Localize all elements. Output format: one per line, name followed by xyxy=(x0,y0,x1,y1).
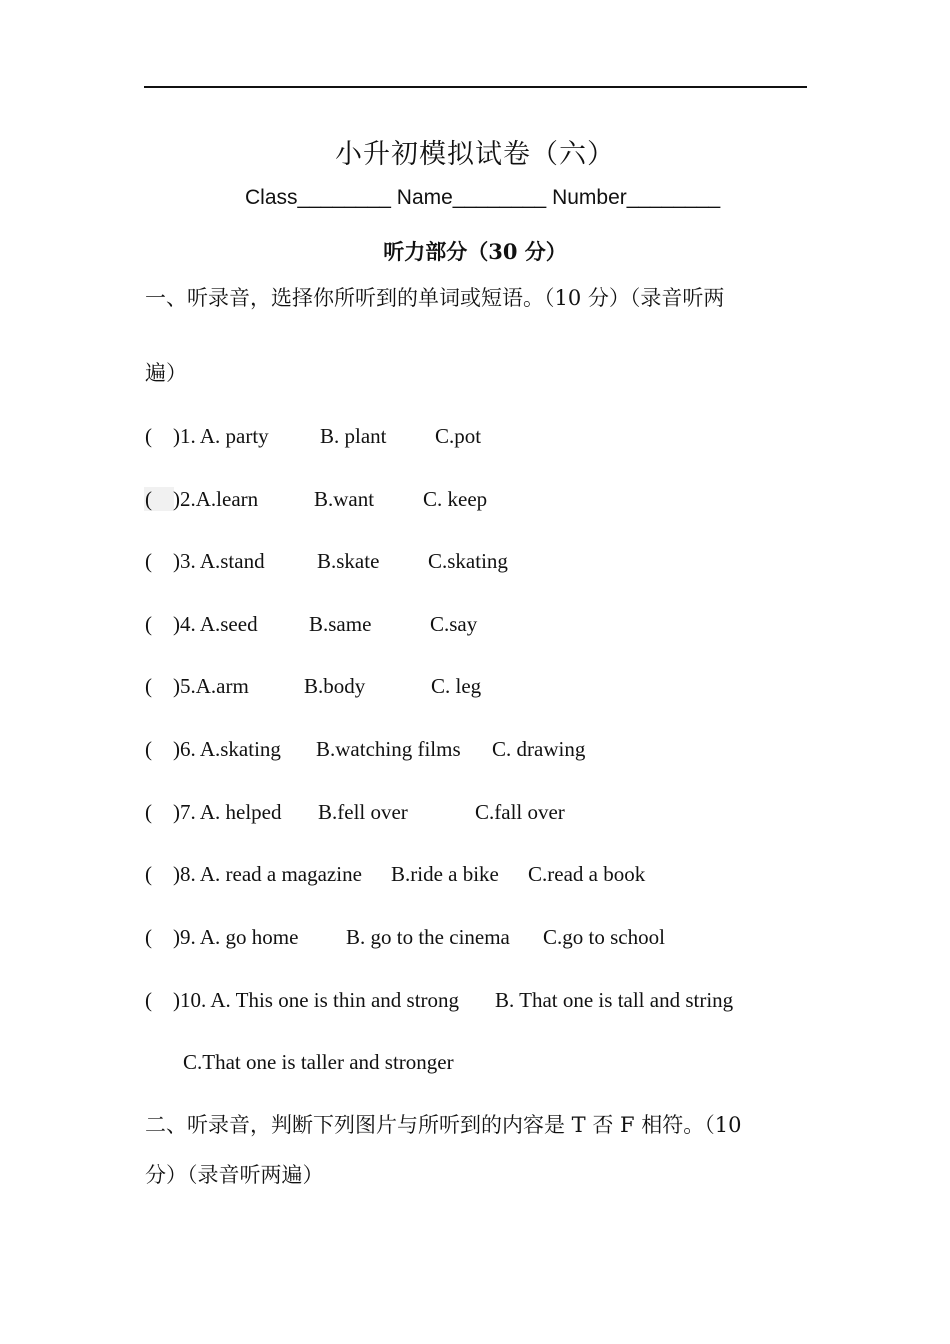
part1-instruction: 一、听录音，选择你所听到的单词或短语。（10 分）（录音听两 xyxy=(145,286,725,310)
option-a: )4. A.seed xyxy=(173,612,258,636)
option-a: )2.A.learn xyxy=(173,487,259,511)
option-c: C.fall over xyxy=(475,800,565,824)
option-b: B.ride a bike xyxy=(391,862,499,886)
option-b: B.want xyxy=(314,487,375,511)
answer-paren: ( xyxy=(145,988,152,1012)
option-a: )5.A.arm xyxy=(173,674,249,698)
listening-section-heading: 听力部分（30 分） xyxy=(383,239,567,264)
answer-paren: ( xyxy=(145,487,152,511)
option-c: C.skating xyxy=(428,549,508,573)
option-a: )9. A. go home xyxy=(173,925,299,949)
student-info-line: Class________ Name________ Number________ xyxy=(245,186,721,209)
option-b: B.same xyxy=(309,612,372,636)
option-b: B.body xyxy=(304,674,366,698)
answer-paren: ( xyxy=(145,925,152,949)
option-a: )1. A. party xyxy=(173,424,269,448)
option-a: )8. A. read a magazine xyxy=(173,862,362,886)
option-c: C.go to school xyxy=(543,925,665,949)
part2-instruction: 二、听录音，判断下列图片与所听到的内容是 T 否 F 相符。（10 xyxy=(145,1113,742,1137)
option-b: B.watching films xyxy=(316,737,461,761)
option-a: )10. A. This one is thin and strong xyxy=(173,988,460,1012)
option-b: B.skate xyxy=(317,549,380,573)
answer-paren: ( xyxy=(145,424,152,448)
answer-paren: ( xyxy=(145,549,152,573)
answer-paren: ( xyxy=(145,737,152,761)
option-c: C. keep xyxy=(423,487,488,511)
answer-paren: ( xyxy=(145,800,152,824)
answer-paren: ( xyxy=(145,612,152,636)
option-a: )6. A.skating xyxy=(173,737,281,761)
option-a: )3. A.stand xyxy=(173,549,265,573)
page-title: 小升初模拟试卷（六） xyxy=(335,139,615,170)
option-c: C.pot xyxy=(435,424,482,448)
option-c: C.say xyxy=(430,612,478,636)
answer-paren: ( xyxy=(145,674,152,698)
option-b: B.fell over xyxy=(318,800,408,824)
option-c: C.read a book xyxy=(528,862,646,886)
option-b: B. That one is tall and string xyxy=(495,988,734,1012)
part2-instruction-cont: 分）（录音听两遍） xyxy=(145,1163,324,1187)
answer-paren: ( xyxy=(145,862,152,886)
part1-instruction-cont: 遍） xyxy=(145,361,187,385)
option-c: C.That one is taller and stronger xyxy=(183,1050,454,1074)
option-c: C. leg xyxy=(431,674,482,698)
option-c: C. drawing xyxy=(492,737,586,761)
header-rule xyxy=(144,86,807,88)
option-a: )7. A. helped xyxy=(173,800,282,824)
option-b: B. go to the cinema xyxy=(346,925,510,949)
option-b: B. plant xyxy=(320,424,387,448)
question-10-option-c xyxy=(183,1050,454,1115)
